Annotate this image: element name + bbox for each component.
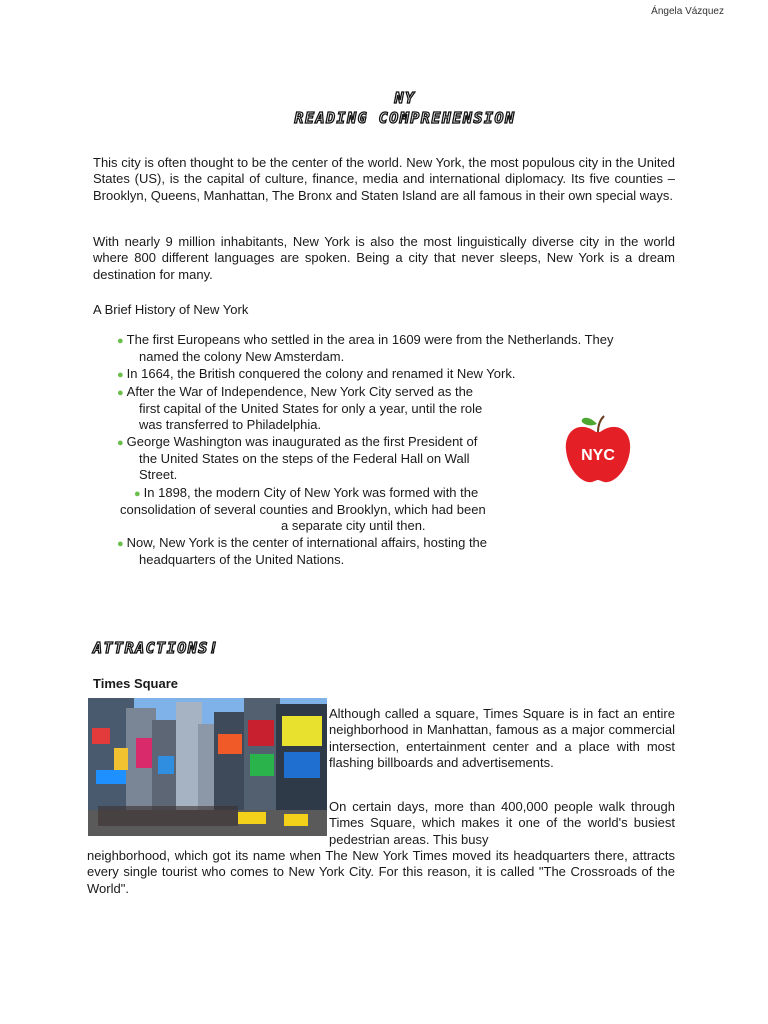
author-name: Ángela Vázquez [651,6,724,17]
list-item: ● George Washington was inaugurated as the first President of the United States on the steps of the Federal Hall on Wall Street. [117,434,478,482]
list-item: ● Now, New York is the center of international affairs, hosting the headquarters of the United Nations. [117,535,488,567]
bullet-icon: ● [117,369,124,381]
bullet-icon: ● [117,538,124,550]
bullet-icon: ● [117,335,124,347]
times-square-paragraph-2: On certain days, more than 400,000 people walk through Times Square, which makes it one of the world's busiest pedestrian areas. This busy [329,799,675,847]
times-square-paragraph-1: Although called a square, Times Square is in fact an entire neighborhood in Manhattan, famous as a major commercial intersection, entertainment center and a place with most flashing billboards and advertisements. [329,706,675,770]
title-line-ny: NY [394,89,416,107]
attractions-heading: ATTRACTIONS! [93,639,220,657]
list-item: ● In 1898, the modern City of New York was formed with the consolidation of several counties and Brooklyn, which had been a separate city until then. [120,485,486,533]
intro-paragraph-1: This city is often thought to be the center of the world. New York, the most populous city in the United States (US), is the capital of culture, finance, media and international diplomacy. Its five counties – Brooklyn, Queens, Manhattan, The Bronx and Staten Island are all famous in their own special ways. [93,155,675,203]
history-heading: A Brief History of New York [93,302,249,317]
times-square-photo [88,698,327,836]
list-item: ● In 1664, the British conquered the colony and renamed it New York. [117,366,516,381]
apple-logo-text: NYC [581,447,615,464]
list-item: ● After the War of Independence, New York City served as the first capital of the United States for only a year, until the role was transferred to Philadelphia. [117,384,483,432]
bullet-icon: ● [134,488,141,500]
list-item: ● The first Europeans who settled in the area in 1609 were from the Netherlands. They named the colony New Amsterdam. [117,332,614,364]
times-square-paragraph-2-continued: neighborhood, which got its name when The New York Times moved its headquarters there, attracts every single tourist who comes to New York City. For this reason, it is called "The Crossroads of the World". [87,848,675,896]
nyc-apple-icon [560,410,636,490]
intro-paragraph-2: With nearly 9 million inhabitants, New York is also the most linguistically diverse city in the world where 800 different languages are spoken. Being a city that never sleeps, New York is a dream destination for many. [93,234,675,282]
title-line-reading-comprehension: READING COMPREHENSION [294,109,516,127]
times-square-heading: Times Square [93,676,179,691]
page-title [0,88,768,128]
bullet-icon: ● [117,437,124,449]
bullet-icon: ● [117,387,124,399]
